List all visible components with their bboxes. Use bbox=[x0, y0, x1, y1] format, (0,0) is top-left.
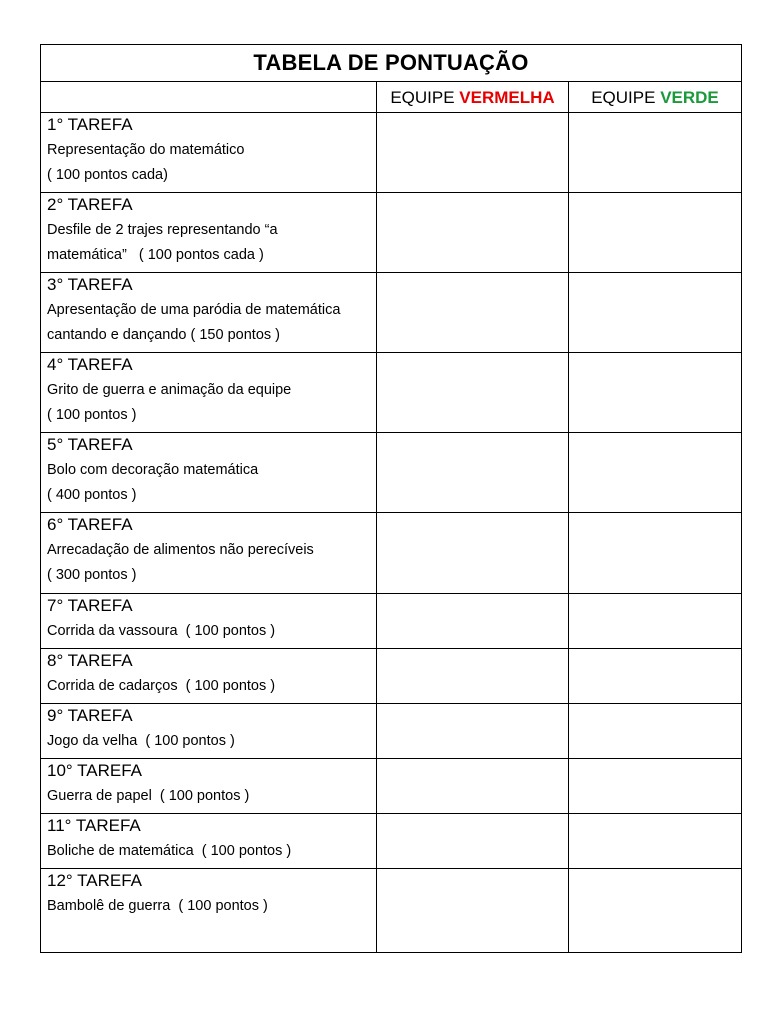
score-cell-green[interactable] bbox=[569, 814, 742, 869]
task-description bbox=[47, 298, 376, 348]
task-row bbox=[41, 273, 742, 353]
task-description-line: Corrida da vassoura ( 100 pontos ) bbox=[47, 623, 276, 639]
task-description-line: Corrida de cadarços ( 100 pontos ) bbox=[47, 678, 276, 694]
task-title: 9° TAREFA bbox=[47, 706, 133, 725]
task-description-cell bbox=[41, 113, 377, 193]
header-row bbox=[41, 82, 742, 113]
task-description-line: Guerra de papel ( 100 pontos ) bbox=[47, 788, 250, 804]
header-team-red bbox=[377, 82, 569, 113]
task-description-cell bbox=[41, 649, 377, 704]
task-row bbox=[41, 704, 742, 759]
score-cell-red[interactable] bbox=[377, 869, 569, 953]
score-cell-red[interactable] bbox=[377, 759, 569, 814]
score-cell-red[interactable] bbox=[377, 113, 569, 193]
task-row bbox=[41, 433, 742, 513]
score-cell-red[interactable] bbox=[377, 273, 569, 353]
task-title: 1° TAREFA bbox=[47, 115, 133, 134]
task-description bbox=[47, 458, 376, 508]
task-description bbox=[47, 674, 376, 699]
task-title: 6° TAREFA bbox=[47, 515, 133, 534]
score-cell-red[interactable] bbox=[377, 353, 569, 433]
team-red-name: VERMELHA bbox=[459, 88, 555, 107]
task-description-line: Grito de guerra e animação da equipe bbox=[47, 382, 292, 398]
team-green-prefix: EQUIPE bbox=[591, 88, 661, 107]
score-cell-red[interactable] bbox=[377, 814, 569, 869]
score-cell-green[interactable] bbox=[569, 113, 742, 193]
task-title: 3° TAREFA bbox=[47, 275, 133, 294]
score-cell-green[interactable] bbox=[569, 433, 742, 513]
team-red-prefix: EQUIPE bbox=[390, 88, 460, 107]
score-cell-red[interactable] bbox=[377, 704, 569, 759]
task-description-line: ( 100 pontos ) bbox=[47, 407, 137, 423]
task-row bbox=[41, 193, 742, 273]
score-cell-green[interactable] bbox=[569, 273, 742, 353]
title-cell bbox=[41, 45, 742, 82]
task-description-line: Apresentação de uma paródia de matemática bbox=[47, 302, 341, 318]
task-row bbox=[41, 594, 742, 649]
task-row bbox=[41, 513, 742, 594]
task-description-line: Desfile de 2 trajes representando “a bbox=[47, 222, 278, 238]
task-title: 5° TAREFA bbox=[47, 435, 133, 454]
score-cell-green[interactable] bbox=[569, 193, 742, 273]
task-row bbox=[41, 353, 742, 433]
task-description-line: Arrecadação de alimentos não perecíveis bbox=[47, 542, 314, 558]
task-row bbox=[41, 869, 742, 953]
score-cell-red[interactable] bbox=[377, 649, 569, 704]
task-title: 10° TAREFA bbox=[47, 761, 142, 780]
score-cell-green[interactable] bbox=[569, 594, 742, 649]
task-title: 12° TAREFA bbox=[47, 871, 142, 890]
task-row bbox=[41, 814, 742, 869]
score-table bbox=[40, 44, 742, 953]
task-title: 7° TAREFA bbox=[47, 596, 133, 615]
score-cell-green[interactable] bbox=[569, 513, 742, 594]
task-description-cell bbox=[41, 704, 377, 759]
table-title: TABELA DE PONTUAÇÃO bbox=[253, 50, 529, 75]
score-cell-green[interactable] bbox=[569, 869, 742, 953]
task-title: 4° TAREFA bbox=[47, 355, 133, 374]
task-description-line: matemática” ( 100 pontos cada ) bbox=[47, 247, 264, 263]
task-description-line: ( 400 pontos ) bbox=[47, 487, 137, 503]
task-title: 2° TAREFA bbox=[47, 195, 133, 214]
task-description bbox=[47, 138, 376, 188]
task-description-line: ( 300 pontos ) bbox=[47, 567, 137, 583]
task-description-cell bbox=[41, 814, 377, 869]
task-description-line: ( 100 pontos cada) bbox=[47, 167, 168, 183]
task-description-cell bbox=[41, 513, 377, 594]
task-row bbox=[41, 649, 742, 704]
task-description bbox=[47, 619, 376, 644]
task-description-cell bbox=[41, 759, 377, 814]
task-description-line: Boliche de matemática ( 100 pontos ) bbox=[47, 843, 292, 859]
task-description-line: Bambolê de guerra ( 100 pontos ) bbox=[47, 898, 268, 914]
task-description-cell bbox=[41, 273, 377, 353]
task-description-cell bbox=[41, 594, 377, 649]
task-description-cell bbox=[41, 433, 377, 513]
task-description-line: cantando e dançando ( 150 pontos ) bbox=[47, 327, 280, 343]
score-cell-red[interactable] bbox=[377, 193, 569, 273]
score-cell-green[interactable] bbox=[569, 353, 742, 433]
task-title: 11° TAREFA bbox=[47, 816, 141, 835]
task-description bbox=[47, 218, 376, 268]
score-cell-red[interactable] bbox=[377, 433, 569, 513]
task-description-line: Bolo com decoração matemática bbox=[47, 462, 259, 478]
score-cell-green[interactable] bbox=[569, 704, 742, 759]
task-description bbox=[47, 378, 376, 428]
score-cell-green[interactable] bbox=[569, 759, 742, 814]
task-description bbox=[47, 894, 376, 919]
score-cell-green[interactable] bbox=[569, 649, 742, 704]
header-empty-cell bbox=[41, 82, 377, 113]
task-description bbox=[47, 729, 376, 754]
task-description-line: Representação do matemático bbox=[47, 142, 245, 158]
score-sheet bbox=[40, 44, 741, 953]
task-row bbox=[41, 759, 742, 814]
score-cell-red[interactable] bbox=[377, 594, 569, 649]
header-team-green bbox=[569, 82, 742, 113]
task-title: 8° TAREFA bbox=[47, 651, 133, 670]
task-description-cell bbox=[41, 193, 377, 273]
title-row bbox=[41, 45, 742, 82]
score-cell-red[interactable] bbox=[377, 513, 569, 594]
task-description bbox=[47, 839, 376, 864]
task-description-line: Jogo da velha ( 100 pontos ) bbox=[47, 733, 235, 749]
task-description-cell bbox=[41, 353, 377, 433]
task-description-cell bbox=[41, 869, 377, 953]
team-green-name: VERDE bbox=[660, 88, 719, 107]
task-description bbox=[47, 538, 376, 588]
task-rows bbox=[41, 113, 742, 953]
task-description bbox=[47, 784, 376, 809]
task-row bbox=[41, 113, 742, 193]
